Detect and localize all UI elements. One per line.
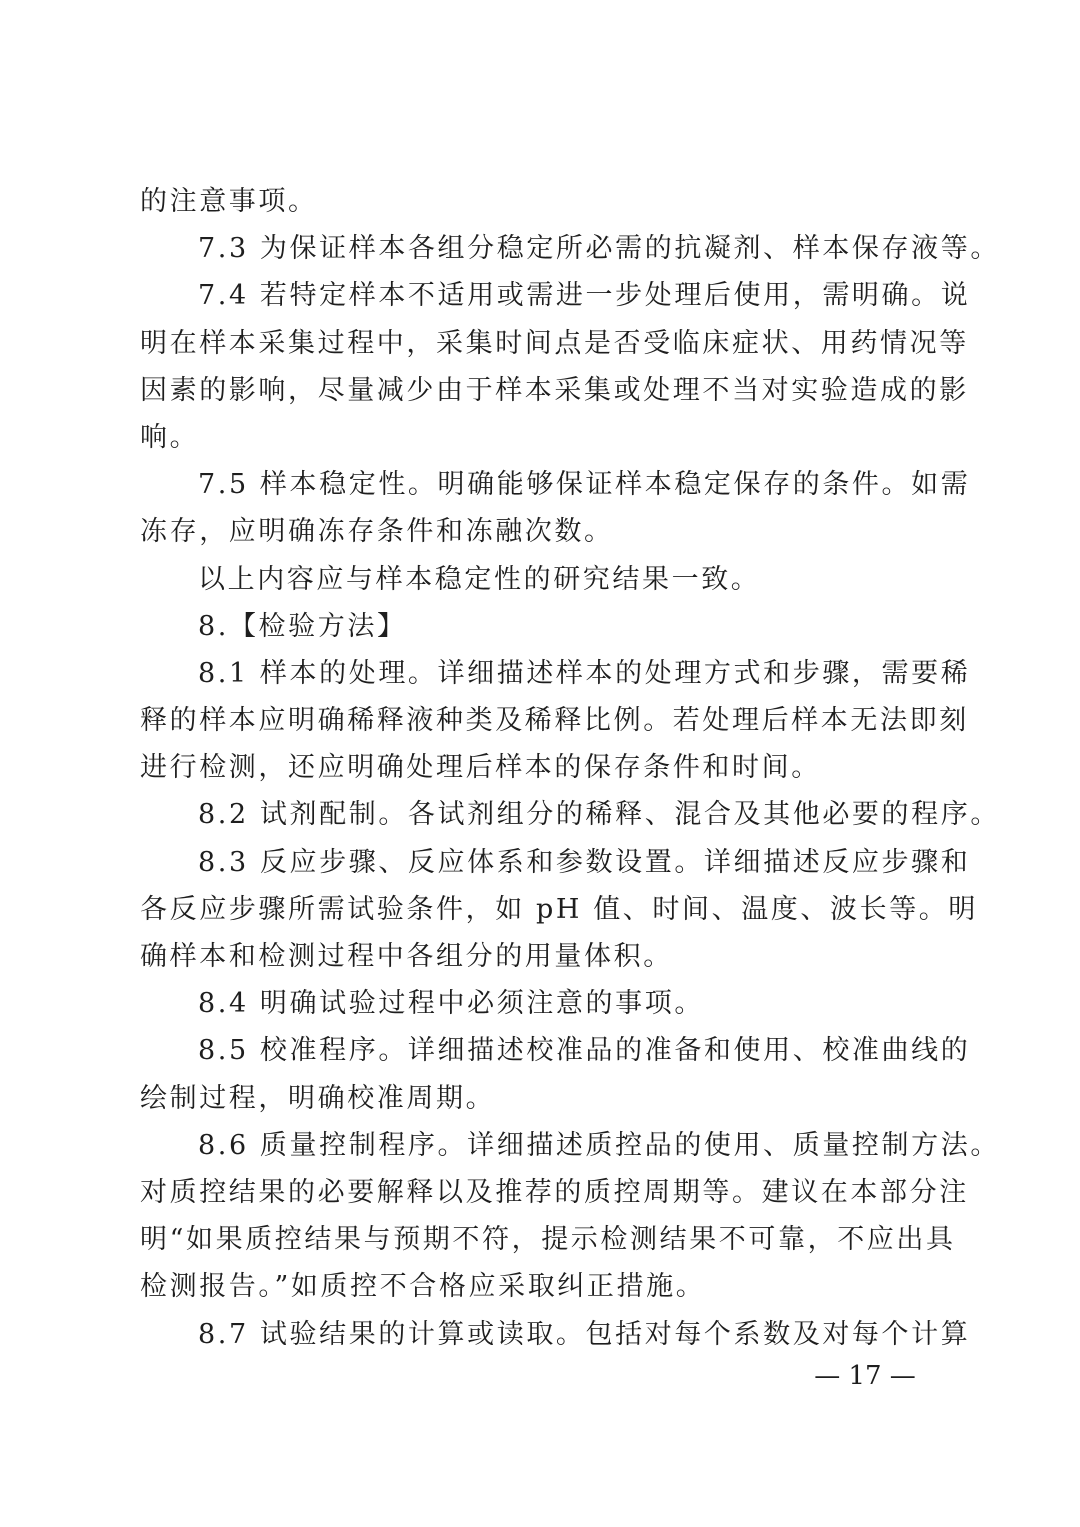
text-line: 8.4 明确试验过程中必须注意的事项。 — [198, 988, 704, 1020]
section-heading: 8.【检验方法】 — [198, 610, 407, 642]
text-line: 因素的影响，尽量减少由于样本采集或处理不当对实验造成的影 — [140, 374, 969, 406]
text-line: 8.6 质量控制程序。详细描述质控品的使用、质量控制方法。 — [198, 1129, 1000, 1161]
body-text — [140, 178, 1000, 1358]
text-line: 7.3 为保证样本各组分稳定所必需的抗凝剂、样本保存液等。 — [198, 233, 1000, 265]
text-line: 检测报告。”如质控不合格应采取纠正措施。 — [140, 1271, 706, 1303]
text-line: 8.7 试验结果的计算或读取。包括对每个系数及对每个计算 — [198, 1318, 971, 1350]
text-line: 响。 — [140, 421, 200, 453]
text-line: 释的样本应明确稀释液种类及稀释比例。若处理后样本无法即刻 — [140, 705, 969, 737]
text-line: 8.5 校准程序。详细描述校准品的准备和使用、校准曲线的 — [198, 1035, 971, 1067]
page-number: — 17 — — [814, 1361, 916, 1391]
text-line: 冻存，应明确冻存条件和冻融次数。 — [140, 516, 614, 548]
text-line: 以上内容应与样本稳定性的研究结果一致。 — [198, 563, 761, 595]
text-line: 进行检测，还应明确处理后样本的保存条件和时间。 — [140, 752, 821, 784]
text-line: 的注意事项。 — [140, 186, 318, 217]
text-line: 7.5 样本稳定性。明确能够保证样本稳定保存的条件。如需 — [198, 469, 971, 501]
text-line: 8.2 试剂配制。各试剂组分的稀释、混合及其他必要的程序。 — [198, 799, 1000, 831]
text-line: 各反应步骤所需试验条件，如 pH 值、时间、温度、波长等。明 — [140, 893, 978, 925]
text-line: 明在样本采集过程中，采集时间点是否受临床症状、用药情况等 — [140, 327, 969, 359]
text-line: 绘制过程，明确校准周期。 — [140, 1082, 496, 1114]
text-line: 8.3 反应步骤、反应体系和参数设置。详细描述反应步骤和 — [198, 846, 971, 878]
text-line: 8.1 样本的处理。详细描述样本的处理方式和步骤，需要稀 — [198, 657, 971, 689]
text-line: 明“如果质控结果与预期不符，提示检测结果不可靠，不应出具 — [140, 1224, 956, 1256]
text-line: 7.4 若特定样本不适用或需进一步处理后使用，需明确。说 — [198, 280, 971, 312]
text-line: 确样本和检测过程中各组分的用量体积。 — [140, 941, 673, 972]
text-line: 对质控结果的必要解释以及推荐的质控周期等。建议在本部分注 — [140, 1176, 969, 1208]
